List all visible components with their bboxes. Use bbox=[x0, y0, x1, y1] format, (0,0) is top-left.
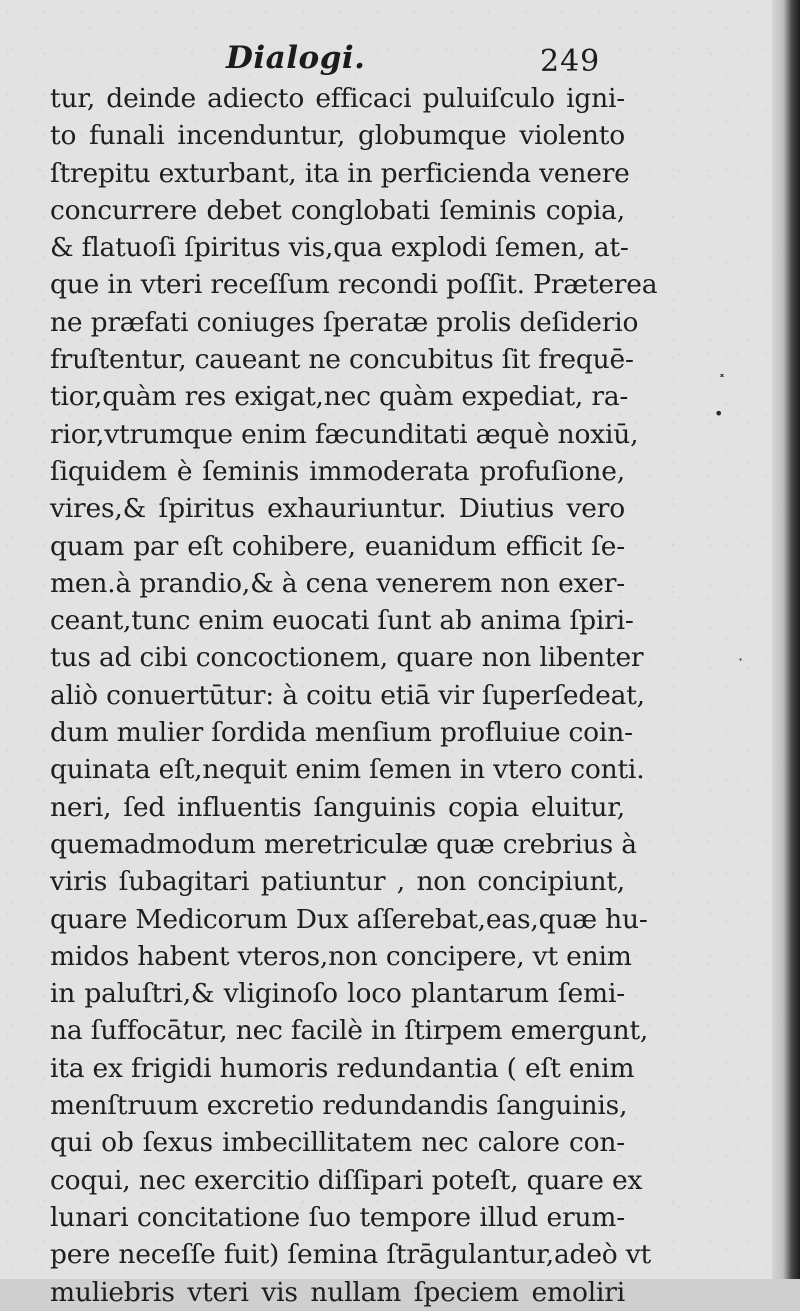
text-line: to funali incenduntur, globumque violento bbox=[50, 120, 625, 152]
text-line: tur, deinde adiecto efficaci puluiſculo igni- bbox=[50, 83, 625, 114]
text-line: tus ad cibi concoctionem, quare non libenter bbox=[50, 642, 644, 674]
body-text bbox=[50, 80, 658, 1311]
paper-speck: · bbox=[738, 650, 744, 669]
text-line: viris ſubagitari patiuntur , non concipiunt, bbox=[50, 866, 625, 898]
page-number: 249 bbox=[540, 44, 601, 79]
running-title: Dialogi. bbox=[226, 40, 366, 76]
text-line: neri, ſed influentis ſanguinis copia eluitur, bbox=[50, 791, 625, 823]
text-line: que in vteri receſſum recondi poſſit. Præterea bbox=[50, 269, 658, 301]
text-line: menſtruum excretio redundandis ſanguinis, bbox=[50, 1090, 628, 1122]
text-line: men.à prandio,& à cena venerem non exer- bbox=[50, 567, 625, 599]
text-line: concurrere debet conglobati ſeminis copia, bbox=[50, 194, 625, 226]
text-line: ſtrepitu exturbant, ita in perficienda venere bbox=[50, 157, 630, 189]
text-line: & flatuoſi ſpiritus vis,qua explodi ſemen, at- bbox=[50, 232, 629, 264]
text-line: pere neceſſe fuit) ſemina ſtrāgulantur,adeò vt bbox=[50, 1239, 651, 1271]
text-line: quam par eſt cohibere, euanidum efficit ſe- bbox=[50, 530, 625, 562]
text-line: na ſuffocātur, nec facilè in ſtirpem emergunt, bbox=[50, 1015, 649, 1047]
text-line: quemadmodum meretriculæ quæ crebrius à bbox=[50, 828, 637, 860]
text-line: ita ex frigidi humoris redundantia ( eſt enim bbox=[50, 1052, 635, 1084]
text-line: ne præfati coniuges ſperatæ prolis deſiderio bbox=[50, 306, 639, 338]
text-line: muliebris vteri vis nullam ſpeciem emoliri bbox=[50, 1276, 625, 1308]
text-line: ſiquidem è ſeminis immoderata profuſione, bbox=[50, 455, 625, 487]
text-line: vires,& ſpiritus exhauriuntur. Diutius vero bbox=[50, 493, 625, 525]
text-line: rior,vtrumque enim fæcunditati æquè noxiū, bbox=[50, 418, 639, 450]
text-line: midos habent vteros,non concipere, vt enim bbox=[50, 940, 632, 972]
text-line: lunari concitatione ſuo tempore illud erum- bbox=[50, 1201, 625, 1233]
text-line: tior,quàm res exigat,nec quàm expediat, ra- bbox=[50, 381, 629, 413]
text-line: coqui, nec exercitio diſſipari poteſt, quare ex bbox=[50, 1164, 643, 1196]
paper-speck: • bbox=[714, 404, 724, 423]
text-line: quare Medicorum Dux aſſerebat,eas,quæ hu- bbox=[50, 903, 648, 935]
text-line: qui ob ſexus imbecillitatem nec calore con- bbox=[50, 1127, 625, 1159]
text-line: quinata eſt,nequit enim ſemen in vtero conti. bbox=[50, 754, 645, 786]
page-gutter-shadow bbox=[772, 0, 800, 1279]
text-line: dum mulier ſordida menſium profluiue coin- bbox=[50, 717, 633, 749]
text-line: ceant,tunc enim euocati ſunt ab anima ſpiri- bbox=[50, 605, 634, 637]
text-line: in paluſtri,& vliginoſo loco plantarum ſemi- bbox=[50, 978, 625, 1010]
paper-speck: ˟ bbox=[718, 372, 726, 391]
text-line: aliò conuertūtur: à coitu etiā vir ſuperſedeat, bbox=[50, 679, 645, 711]
text-line: fruſtentur, caueant ne concubitus ſit frequē- bbox=[50, 344, 634, 376]
